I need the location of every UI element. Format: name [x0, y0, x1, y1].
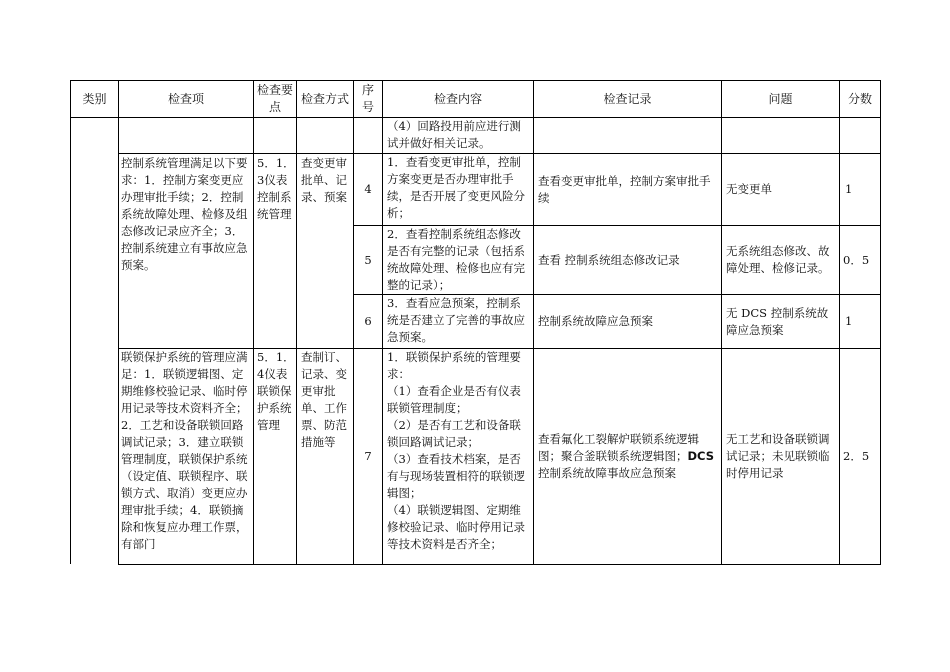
r5-seq-text: 5 — [364, 252, 372, 267]
r7-score-text: 2．5 — [843, 449, 870, 463]
r6-record — [538, 295, 720, 348]
column-divider — [721, 80, 722, 564]
r4-score-text: 1 — [845, 182, 853, 196]
table-border-right — [880, 80, 881, 564]
g2-point-text: 5．1．4仪表联锁保护系统管理 — [257, 350, 295, 432]
r4-content — [387, 154, 532, 225]
g1-method — [301, 154, 352, 348]
r7-record-tail: 控制系统故障事故应急预案 — [538, 466, 676, 480]
column-divider — [118, 80, 119, 564]
r4-problem-text: 无变更单 — [726, 182, 772, 196]
header-content — [383, 81, 533, 117]
header-seq — [361, 81, 375, 117]
r5-content — [387, 226, 532, 294]
r6-problem-text: 无 DCS 控制系统故障应急预案 — [726, 305, 829, 337]
r7-content-line: 1．联锁保护系统的管理要求： — [387, 350, 521, 381]
header-item — [119, 81, 253, 117]
column-divider — [296, 80, 297, 564]
g2-method-text: 查制订、记录、变更审批单、工作票、防范措施等 — [301, 350, 347, 449]
r7-content — [387, 349, 532, 564]
r7-content-line: （1）查看企业是否有仪表联锁管理制度； — [387, 384, 521, 415]
r7-record-text: 查看氟化工裂解炉联锁系统逻辑图；聚合釜联锁系统逻辑图； — [538, 432, 699, 463]
header-item-label: 检查项 — [167, 91, 204, 106]
r4-score — [845, 154, 879, 225]
r7-score — [843, 349, 879, 564]
header-record — [534, 81, 721, 117]
r5-score — [843, 226, 879, 294]
r5-seq — [354, 226, 382, 294]
r4-record-text: 查看变更审批单，控制方案审批手续 — [538, 173, 711, 205]
r5-problem-text: 无系统组态修改、故障处理、检修记录。 — [726, 244, 830, 275]
g2-method — [301, 349, 352, 564]
r6-content-text: 3．查看应急预案，控制系统是否建立了完善的事故应急预案。 — [387, 296, 525, 344]
r7-problem-text: 无工艺和设备联锁调试记录；未见联锁临时停用记录 — [726, 432, 830, 480]
header-score-label: 分数 — [847, 91, 872, 106]
header-score — [840, 81, 880, 117]
r5-record-text: 查看 控制系统组态修改记录 — [538, 252, 680, 267]
r5-record — [538, 226, 720, 294]
r7-content-line: （3）查看技术档案，是否有与现场装置相符的联锁逻辑图； — [387, 452, 525, 500]
r0-content-text: （4）回路投用前应进行测试并做好相关记录。 — [387, 119, 521, 150]
column-divider — [382, 80, 383, 564]
r0-content — [387, 118, 531, 153]
g2-item-text: 联锁保护系统的管理应满足：1．联锁逻辑图、定期维修校验记录、临时停用记录等技术资料齐全；2．工艺和设备联锁回路调试记录；3．建立联锁管理制度，联锁保护系统（设定值、联锁程序、联锁方式、取消）变更应办理审批手续；4．联锁摘除和恢复应办理工作票，有部门 — [121, 350, 248, 551]
header-method-label: 检查方式 — [300, 91, 349, 106]
header-category — [71, 81, 118, 117]
r6-seq-text: 6 — [364, 314, 372, 328]
r4-problem — [726, 154, 838, 225]
r7-content-line: （4）联锁逻辑图、定期维修校验记录、临时停用记录等技术资料是否齐全； — [387, 503, 525, 551]
header-point-label: 检查要点 — [256, 83, 293, 114]
r5-score-text: 0．5 — [843, 252, 870, 267]
r7-record-dcs: DCS — [687, 449, 714, 463]
r7-record — [538, 349, 720, 564]
r4-seq — [354, 154, 382, 225]
g2-item — [121, 349, 252, 564]
r6-score — [845, 295, 879, 348]
g1-point — [257, 154, 295, 348]
column-divider — [253, 80, 254, 564]
g1-point-text: 5．1．3仪表控制系统管理 — [257, 156, 295, 221]
r4-content-text: 1．查看变更审批单，控制方案变更是否办理审批手续，是否开展了变更风险分析； — [387, 155, 525, 220]
r4-seq-text: 4 — [364, 182, 372, 196]
header-problem-label: 问题 — [768, 91, 793, 106]
g1-method-text: 查变更审批单、记录、预案 — [301, 156, 347, 204]
r6-problem — [726, 295, 838, 348]
r5-content-text: 2．查看控制系统组态修改是否有完整的记录（包括系统故障处理、检修也应有完整的记录）； — [387, 227, 525, 292]
r7-content-line: （2）是否有工艺和设备联锁回路调试记录； — [387, 418, 521, 449]
table-border-bottom — [118, 564, 881, 565]
g1-item — [121, 154, 252, 348]
r6-record-text: 控制系统故障应急预案 — [538, 314, 653, 328]
r6-seq — [354, 295, 382, 348]
header-problem — [722, 81, 839, 117]
column-divider — [533, 80, 534, 564]
g1-item-text: 控制系统管理满足以下要求：1．控制方案变更应办理审批手续；2．控制系统故障处理、检修及组态修改记录应齐全；3．控制系统建立有事故应急预案。 — [121, 156, 248, 272]
r6-score-text: 1 — [845, 314, 853, 328]
r7-seq — [354, 349, 382, 564]
column-divider — [839, 80, 840, 564]
header-record-label: 检查记录 — [603, 91, 652, 106]
r5-problem — [726, 226, 838, 294]
header-method — [300, 81, 350, 117]
header-category-label: 类别 — [82, 91, 107, 106]
header-point — [256, 81, 294, 117]
header-content-label: 检查内容 — [433, 91, 482, 106]
header-seq-label: 序号 — [361, 83, 374, 114]
r6-content — [387, 295, 532, 348]
table-border-left — [70, 80, 71, 564]
r7-seq-text: 7 — [364, 449, 372, 463]
r7-record-block — [538, 431, 720, 482]
r4-record — [538, 154, 720, 225]
r7-problem — [726, 349, 838, 564]
g2-point — [257, 349, 295, 564]
